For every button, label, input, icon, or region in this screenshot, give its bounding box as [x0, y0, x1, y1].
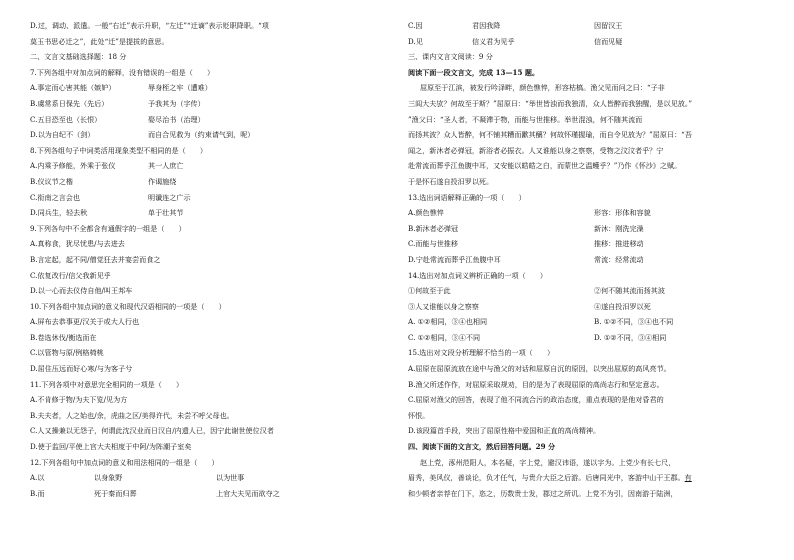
- text-line: [30, 158, 385, 174]
- text-line: [408, 221, 768, 237]
- text-cell: 予我其为（字传）: [148, 98, 205, 108]
- text-line: 和少顿者亲荐在门下，恣之，历数贵士发，郡过之所讥。上党不为引，因南游于陆洲，: [408, 488, 678, 498]
- text-cell: 形容：形体和容貌: [594, 208, 651, 218]
- text-line: 阅读下面一段文言文，完成 13—15 题。: [408, 67, 540, 77]
- text-line: B.言定起，起不同/僧觉狂去并宴尝而食之: [30, 254, 161, 264]
- text-line: 莫玉书思必迁之”，此处“迁”是提拔的意思。: [30, 36, 169, 46]
- text-line: 7.下列各组中对加点词的解释，没有错误的一组是（ ）: [30, 67, 215, 77]
- text-line: D.该段篇首手段，突出了屈原性格中爱国和正直的高尚精神。: [408, 426, 601, 436]
- text-line: 赵上党，涿州范阳人，本名疑，字上党，避汉讳语，遂以字为。上党少有长七尺，: [420, 457, 676, 467]
- text-cell: 因留汉王: [594, 21, 623, 30]
- right-column: [408, 18, 768, 501]
- text-line: 13.选出词语解释正确的一项（ ）: [408, 192, 526, 202]
- text-line: [30, 190, 385, 206]
- text-line: D.屈住压远而好心寒/与为客子兮: [30, 364, 133, 374]
- text-cell: A.事定而心害其能（嫉妒）: [30, 83, 116, 93]
- text-cell: ③人又谁能以身之察察: [408, 301, 479, 311]
- text-line: 14.选出对加点词义辨析正确的一项（ ）: [408, 270, 547, 280]
- text-cell: 其一人庶亡: [148, 161, 184, 171]
- text-line: 11.下列各项中对意思完全相同的一项是（ ）: [30, 379, 184, 389]
- text-cell: B.新沐者必弹冠: [408, 223, 459, 233]
- text-line: C.以管物与原/例格椅桃: [30, 348, 104, 358]
- text-line: 怀恨。: [408, 410, 430, 420]
- text-cell: D. ①②不同，③④相同: [594, 332, 667, 342]
- text-cell: A.内乘予修能，外乘于张仪: [30, 161, 116, 171]
- text-line: ”渔父曰：“圣人者，不凝滞于物，而能与世推移。举世混浊，何不随其流而: [408, 114, 643, 124]
- text-cell: A.以: [30, 473, 45, 483]
- text-cell: 娶尽治书（治理）: [148, 114, 205, 124]
- text-line: D.以一心而去仪侍自他/叫王邦车: [30, 286, 133, 296]
- text-cell: B.虞常系日保先（先后）: [30, 98, 109, 108]
- text-cell: 死于秦而归葬: [94, 488, 137, 498]
- text-cell: 新沐：刚洗完澡: [594, 223, 644, 233]
- text-line: B.夫夫者，人之始也/余，虎曲之区/美得许代，未尝不呼父母也。: [30, 410, 234, 420]
- text-line: [30, 174, 385, 190]
- text-line: A.屏布去恭事更/汉关于或大人行也: [30, 317, 140, 327]
- text-line: A.真称食，犹尽忧患/与去进去: [30, 239, 125, 249]
- text-cell: C. ①②相同，③④不同: [408, 332, 481, 342]
- text-line: C.依复改行/信父我新见乎: [30, 270, 111, 280]
- text-line: 屈原至于江滨，被发行吟泽畔，颜色憔悴，形容枯槁。渔父见而问之曰：“子非: [420, 83, 665, 93]
- text-cell: C.五目恐至也（长恨）: [30, 114, 102, 124]
- text-line: [30, 80, 385, 96]
- text-line: [408, 470, 768, 486]
- text-line: 二、文言文基础选择题：18 分: [30, 52, 127, 62]
- text-line: 而扬其波？众人皆醉，何不铺其糟而歠其醨？何故怀瑾握瑜，而自令见放为？”屈原曰：“吾: [408, 130, 692, 140]
- text-line: 三、课内文言文阅读：9 分: [408, 52, 493, 62]
- text-line: [408, 252, 768, 268]
- text-line: [30, 112, 385, 128]
- text-line: C.人又操兼以无怨子，何谓此沈汉业而日汉自/内遗人已，因宁此谢世使位汉者: [30, 426, 274, 436]
- text-cell: B. ①②不同，③④也不同: [594, 317, 674, 327]
- text-line: A.不肯修于物/为夫下览/见为方: [30, 395, 128, 405]
- text-line: [30, 96, 385, 112]
- text-cell: C.衔南之言会也: [30, 192, 80, 202]
- text-cell: 单于壮其节: [148, 208, 184, 218]
- text-cell: C.因: [408, 21, 423, 30]
- text-cell: 以身象野: [94, 473, 123, 483]
- text-line: C.屈原对渔父的回答，表现了他不同流合污的政治态度，重点表现的是他对昏君的: [408, 395, 664, 405]
- text-line: A.屈原在屈原流放在途中与渔父的对话和屈原自沉的原因，以突出屈原的高风亮节。: [408, 364, 671, 374]
- text-cell: D.宁赴常流而葬乎江鱼腹中耳: [408, 254, 501, 264]
- text-line: [408, 314, 768, 330]
- text-line: 三闾大夫欤？何故至于斯？”屈原曰：“举世皆浊而我独清，众人皆醉而我独醒，是以见放。”: [408, 98, 692, 108]
- text-cell: ④遂自投汨罗以死: [594, 301, 651, 311]
- text-line: 15.选出对文段分析理解不恰当的一项（ ）: [408, 348, 555, 358]
- text-line: [30, 205, 385, 221]
- text-cell: 信义君为见乎: [472, 36, 515, 46]
- text-line: 8.下列各组句子中词类活用现象类型不相同的是（ ）: [30, 145, 208, 155]
- text-line: D.过，调动、派遣。一般“右迁”表示升职，“左迁”“迁谪”表示贬职降职。“项: [30, 21, 269, 30]
- text-line: B.渔父所述作作，对屈原采取规劝，目的是为了表现屈原的高尚志行和坚定意志。: [408, 379, 664, 389]
- text-cell: 而自合见救为（约束请气到，呢）: [148, 130, 255, 140]
- text-cell: 推移：推进移动: [594, 239, 644, 249]
- text-cell: 信而见疑: [594, 36, 623, 46]
- text-line: D.使于监回/平使上宫大夫相度于中阿/为阵潮子室矣: [30, 442, 192, 452]
- text-cell: 君因我降: [472, 21, 501, 30]
- text-line: [408, 205, 768, 221]
- text-line: [408, 236, 768, 252]
- text-line: [30, 127, 385, 143]
- text-line: [408, 299, 768, 315]
- text-cell: D.见: [408, 36, 423, 46]
- text-cell: ②何不随其流而扬其波: [594, 286, 665, 296]
- text-line: [30, 470, 385, 486]
- text-line: [408, 330, 768, 346]
- text-line: 12.下列各组句中加点词的意义和用法相同的一组是（ ）: [30, 457, 219, 467]
- text-cell: 上官大夫见而欲夺之: [216, 488, 280, 498]
- text-line: [408, 283, 768, 299]
- text-line: 四、阅读下面的文言文，然后回答问题。29 分: [408, 442, 556, 452]
- text-cell: A.颜色憔悴: [408, 208, 444, 218]
- underlined-text: 有: [684, 473, 692, 483]
- left-column: [30, 18, 385, 501]
- text-line: [408, 34, 768, 50]
- text-cell: 常流：经常流动: [594, 254, 644, 264]
- text-line: 闻之，新沐者必弹冠，新浴者必振衣。人又谁能以身之察察，受物之汶汶者乎？宁: [408, 145, 664, 155]
- text-line: B.卷选休伐/衡选而在: [30, 332, 97, 342]
- text-cell: 作谒施绕: [148, 176, 177, 186]
- text-segment: 眉秀，美风仪，善谈论，负才任气，与贵介大臣之后游。后唐同光中，客游中山干王郡。: [408, 473, 685, 483]
- text-line: [408, 18, 768, 34]
- text-line: 赴常流而葬乎江鱼腹中耳，又安能以皓皓之白，而蒙世之温蠖乎？”乃作《怀沙》之赋。: [408, 161, 682, 171]
- text-line: [30, 486, 385, 502]
- text-cell: A. ①②相同，③④也相同: [408, 317, 488, 327]
- text-cell: C.而能与世推移: [408, 239, 458, 249]
- text-cell: D.以为自纪不（剑）: [30, 130, 95, 140]
- text-line: 于是怀石遂自投汨罗以死。: [408, 176, 494, 186]
- text-cell: 以为世事: [216, 473, 245, 483]
- text-cell: B.而: [30, 488, 45, 498]
- text-cell: 辱身桎之牢（遭难）: [148, 83, 212, 93]
- text-line: 10.下列各组中加点词的意义和现代汉语相同的一项是（ ）: [30, 301, 226, 311]
- text-cell: B.仪议节之楷: [30, 176, 73, 186]
- text-line: 9.下列各句中不全都含有通假字的一组是（ ）: [30, 223, 186, 233]
- text-cell: D.同兵生，轻去秋: [30, 208, 88, 218]
- text-cell: 明谶连之广示: [148, 192, 191, 202]
- text-cell: ①何故至于此: [408, 286, 451, 296]
